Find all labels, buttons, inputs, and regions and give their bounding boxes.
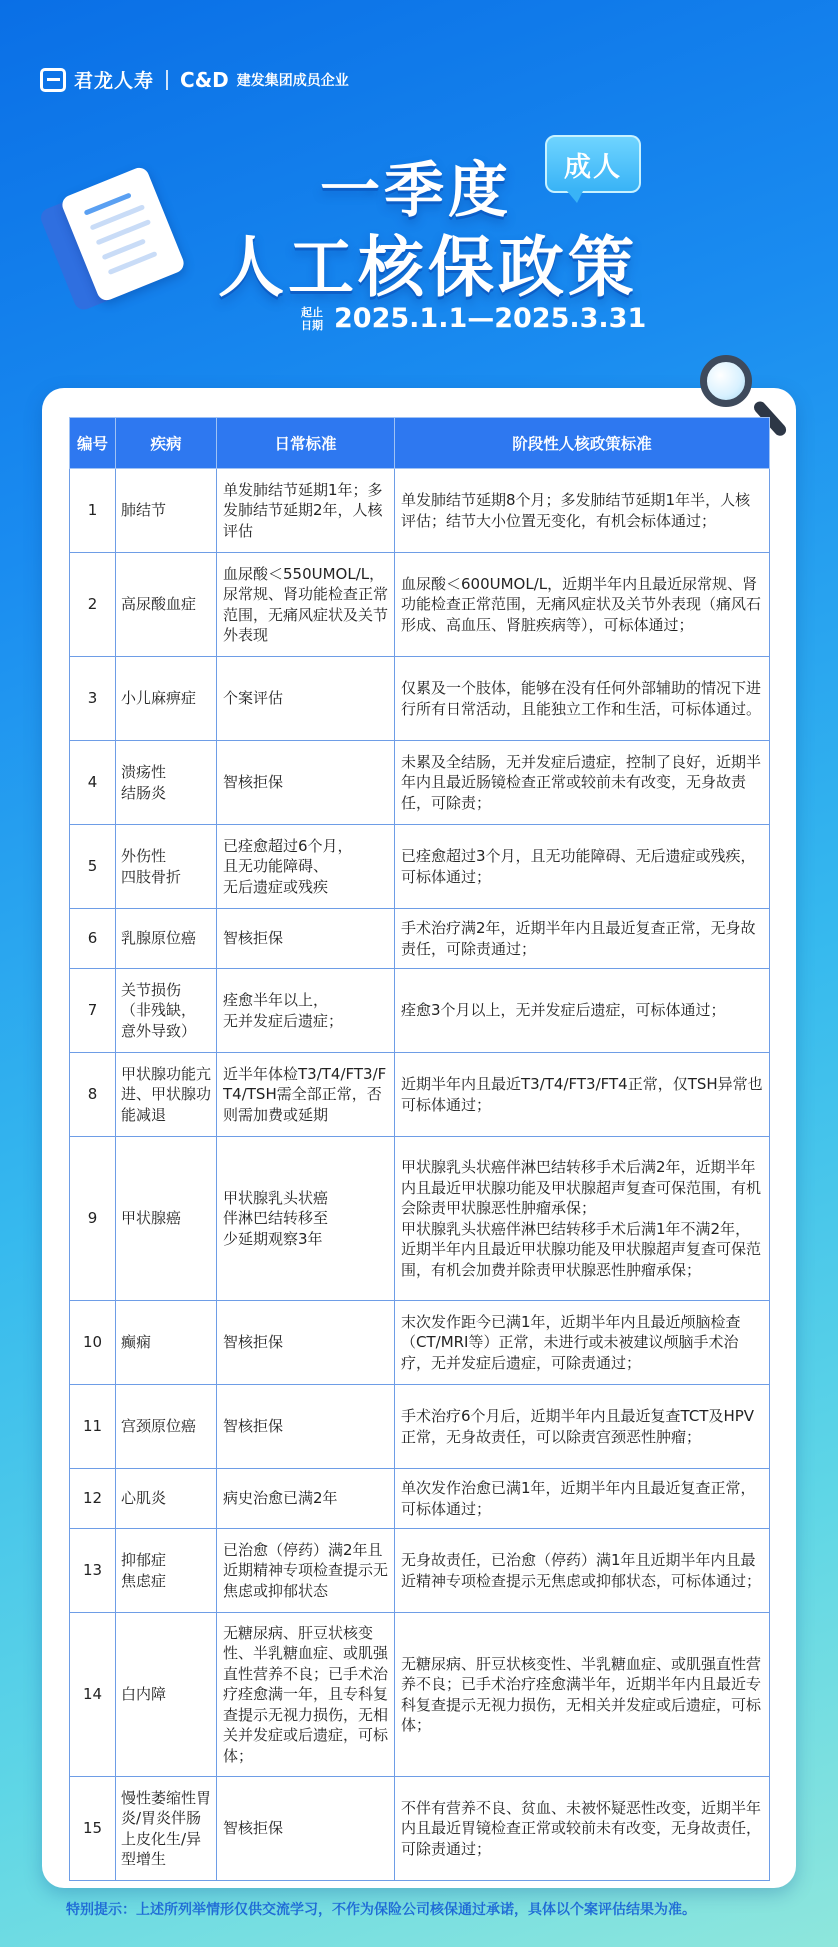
cell-number: 5 (70, 825, 116, 909)
cell-disease: 甲状腺癌 (116, 1137, 217, 1301)
brand-bar (40, 66, 349, 93)
cell-phase-policy: 痊愈3个月以上，无并发症后遗症，可标体通过； (395, 969, 770, 1053)
cell-number: 8 (70, 1053, 116, 1137)
cell-number: 14 (70, 1613, 116, 1777)
header-disease: 疾病 (116, 418, 217, 469)
cell-phase-policy: 单次发作治愈已满1年，近期半年内且最近复查正常，可标体通过； (395, 1469, 770, 1529)
cell-disease: 乳腺原位癌 (116, 909, 217, 969)
cell-phase-policy: 甲状腺乳头状癌伴淋巴结转移手术后满2年，近期半年内且最近甲状腺功能及甲状腺超声复查可保范围，有机会除责甲状腺恶性肿瘤承保； 甲状腺乳头状癌伴淋巴结转移手术后满1年不满2年，近期半年内且最近甲状腺功能及甲状腺超声复查可保范围，有机会加费并除责甲状腺恶性肿瘤承保； (395, 1137, 770, 1301)
cell-disease: 溃疡性 结肠炎 (116, 741, 217, 825)
table-row (70, 657, 770, 741)
cell-daily-standard: 痊愈半年以上， 无并发症后遗症； (217, 969, 395, 1053)
cell-daily-standard: 无糖尿病、肝豆状核变性、半乳糖血症、或肌强直性营养不良；已手术治疗痊愈满一年，且专科复查提示无视力损伤，无相关并发症或后遗症，可标体； (217, 1613, 395, 1777)
cell-disease: 白内障 (116, 1613, 217, 1777)
table-row (70, 1137, 770, 1301)
cell-phase-policy: 手术治疗满2年，近期半年内且最近复查正常，无身故责任，可除责通过； (395, 909, 770, 969)
cell-daily-standard: 病史治愈已满2年 (217, 1469, 395, 1529)
cell-disease: 高尿酸血症 (116, 553, 217, 657)
cell-phase-policy: 不伴有营养不良、贫血、未被怀疑恶性改变，近期半年内且最近胃镜检查正常或较前未有改变，无身故责任，可除责通过； (395, 1777, 770, 1881)
table-row (70, 741, 770, 825)
table-row (70, 469, 770, 553)
cell-number: 13 (70, 1529, 116, 1613)
cell-number: 7 (70, 969, 116, 1053)
period-dates: 2025.1.1—2025.3.31 (334, 303, 647, 334)
cell-disease: 心肌炎 (116, 1469, 217, 1529)
cell-disease: 外伤性 四肢骨折 (116, 825, 217, 909)
cell-daily-standard: 已治愈（停药）满2年且近期精神专项检查提示无焦虑或抑郁状态 (217, 1529, 395, 1613)
cell-number: 6 (70, 909, 116, 969)
cell-phase-policy: 手术治疗6个月后，近期半年内且最近复查TCT及HPV正常，无身故责任，可以除责宫颈恶性肿瘤； (395, 1385, 770, 1469)
cell-disease: 关节损伤 （非残缺， 意外导致） (116, 969, 217, 1053)
table-row (70, 1469, 770, 1529)
cell-daily-standard: 智核拒保 (217, 1301, 395, 1385)
group-subtitle: 建发集团成员企业 (236, 72, 349, 89)
header-daily-standard: 日常标准 (217, 418, 395, 469)
cell-phase-policy: 无身故责任，已治愈（停药）满1年且近期半年内且最近精神专项检查提示无焦虑或抑郁状态，可标体通过； (395, 1529, 770, 1613)
cell-daily-standard: 智核拒保 (217, 1777, 395, 1881)
header-phase-policy: 阶段性人核政策标准 (395, 418, 770, 469)
cell-phase-policy: 未累及全结肠，无并发症后遗症，控制了良好，近期半年内且最近肠镜检查正常或较前未有改变，无身故责任，可除责； (395, 741, 770, 825)
footer-note: 特别提示：上述所列举情形仅供交流学习，不作为保险公司核保通过承诺，具体以个案评估结果为准。 (66, 1902, 696, 1918)
period-row (300, 303, 646, 334)
cell-disease: 小儿麻痹症 (116, 657, 217, 741)
cell-phase-policy: 末次发作距今已满1年，近期半年内且最近颅脑检查（CT/MRI等）正常，未进行或未被建议颅脑手术治疗，无并发症后遗症，可除责通过； (395, 1301, 770, 1385)
table-header-row (70, 418, 770, 469)
table-row (70, 553, 770, 657)
cell-number: 4 (70, 741, 116, 825)
company-name: 君龙人寿 (74, 70, 155, 92)
cell-number: 15 (70, 1777, 116, 1881)
cell-disease: 癫痫 (116, 1301, 217, 1385)
cell-number: 2 (70, 553, 116, 657)
cell-daily-standard: 血尿酸＜550UMOL/L，尿常规、肾功能检查正常范围，无痛风症状及关节外表现 (217, 553, 395, 657)
table-row (70, 969, 770, 1053)
cell-phase-policy: 单发肺结节延期8个月；多发肺结节延期1年半，人核评估；结节大小位置无变化，有机会标体通过； (395, 469, 770, 553)
cell-number: 9 (70, 1137, 116, 1301)
cell-number: 12 (70, 1469, 116, 1529)
table-row (70, 825, 770, 909)
cell-disease: 甲状腺功能亢进、甲状腺功能减退 (116, 1053, 217, 1137)
table-row (70, 909, 770, 969)
cell-disease: 肺结节 (116, 469, 217, 553)
cell-daily-standard: 近半年体检T3/T4/FT3/FT4/TSH需全部正常，否则需加费或延期 (217, 1053, 395, 1137)
table-row (70, 1529, 770, 1613)
table-row (70, 1385, 770, 1469)
table-row (70, 1613, 770, 1777)
cell-number: 10 (70, 1301, 116, 1385)
table-row (70, 1053, 770, 1137)
period-label: 起止 日期 (301, 305, 323, 332)
adult-badge: 成人 (545, 135, 641, 193)
company-logo-icon (40, 68, 66, 92)
table-row (70, 1777, 770, 1881)
cell-daily-standard: 甲状腺乳头状癌 伴淋巴结转移至 少延期观察3年 (217, 1137, 395, 1301)
cell-disease: 慢性萎缩性胃炎/胃炎伴肠上皮化生/异型增生 (116, 1777, 217, 1881)
cell-daily-standard: 智核拒保 (217, 909, 395, 969)
cell-phase-policy: 近期半年内且最近T3/T4/FT3/FT4正常，仅TSH异常也可标体通过； (395, 1053, 770, 1137)
cell-daily-standard: 智核拒保 (217, 741, 395, 825)
cell-disease: 抑郁症 焦虑症 (116, 1529, 217, 1613)
cell-disease: 宫颈原位癌 (116, 1385, 217, 1469)
cell-phase-policy: 仅累及一个肢体，能够在没有任何外部辅助的情况下进行所有日常活动，且能独立工作和生活，可标体通过。 (395, 657, 770, 741)
cell-daily-standard: 已痊愈超过6个月， 且无功能障碍、 无后遗症或残疾 (217, 825, 395, 909)
cell-phase-policy: 无糖尿病、肝豆状核变性、半乳糖血症、或肌强直性营养不良；已手术治疗痊愈满半年，近期半年内且最近专科复查提示无视力损伤，无相关并发症或后遗症，可标体； (395, 1613, 770, 1777)
title-main: 人工核保政策 (218, 229, 638, 306)
cell-number: 11 (70, 1385, 116, 1469)
cell-daily-standard: 单发肺结节延期1年；多发肺结节延期2年，人核评估 (217, 469, 395, 553)
title-quarter: 一季度 (320, 156, 512, 226)
brand-divider (166, 70, 168, 90)
cell-number: 3 (70, 657, 116, 741)
table-row (70, 1301, 770, 1385)
cell-daily-standard: 个案评估 (217, 657, 395, 741)
cell-number: 1 (70, 469, 116, 553)
cell-phase-policy: 血尿酸＜600UMOL/L，近期半年内且最近尿常规、肾功能检查正常范围，无痛风症状及关节外表现（痛风石形成、高血压、肾脏疾病等），可标体通过； (395, 553, 770, 657)
header-number: 编号 (70, 418, 116, 469)
cell-daily-standard: 智核拒保 (217, 1385, 395, 1469)
policy-table (69, 417, 770, 1881)
cell-phase-policy: 已痊愈超过3个月，且无功能障碍、无后遗症或残疾，可标体通过； (395, 825, 770, 909)
document-illustration-icon (55, 170, 185, 310)
group-mark: C&D (180, 67, 229, 92)
